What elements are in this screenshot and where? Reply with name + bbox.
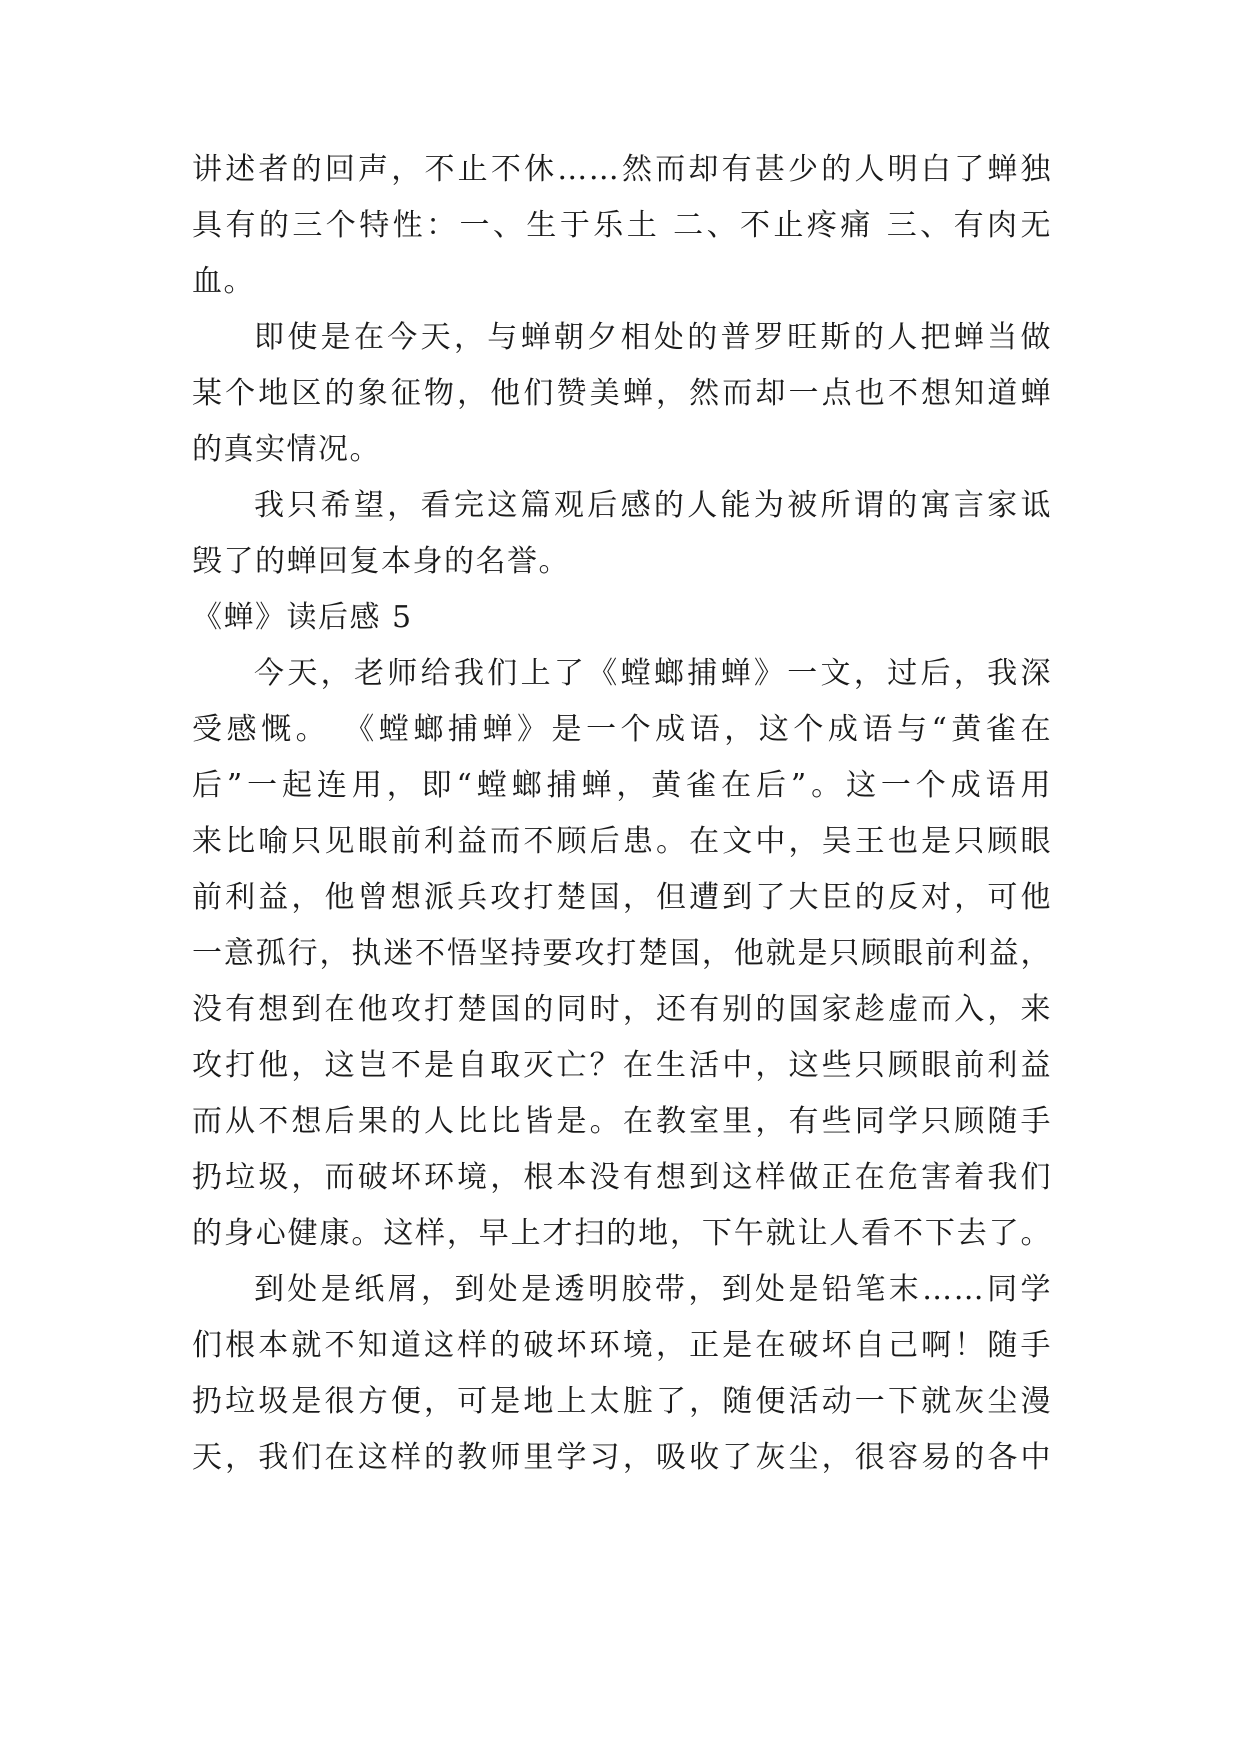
text-line: 的真实情况。 — [192, 432, 381, 467]
text-line: 讲述者的回声，不止不休……然而却有甚少的人明白了蝉独 — [192, 152, 1052, 187]
text-line: 来比喻只见眼前利益而不顾后患。在文中，吴王也是只顾眼 — [192, 824, 1052, 859]
text-line: 某个地区的象征物，他们赞美蝉，然而却一点也不想知道蝉 — [192, 376, 1052, 411]
text-line: 们根本就不知道这样的破坏环境，正是在破坏自己啊！随手 — [192, 1328, 1052, 1363]
text-line: 扔垃圾，而破坏环境，根本没有想到这样做正在危害着我们 — [192, 1160, 1052, 1195]
text-line: 天，我们在这样的教师里学习，吸收了灰尘，很容易的各中 — [192, 1440, 1052, 1475]
text-line: 而从不想后果的人比比皆是。在教室里，有些同学只顾随手 — [192, 1104, 1052, 1139]
text-line: 一意孤行，执迷不悟坚持要攻打楚国，他就是只顾眼前利益， — [192, 936, 1052, 971]
text-line: 血。 — [192, 264, 255, 299]
text-line: 的身心健康。这样，早上才扫的地，下午就让人看不下去了。 — [192, 1216, 1052, 1251]
text-line: 没有想到在他攻打楚国的同时，还有别的国家趁虚而入，来 — [192, 992, 1052, 1027]
text-line: 受感慨。 《螳螂捕蝉》是一个成语，这个成语与“黄雀在 — [192, 712, 1052, 747]
text-line: 今天，老师给我们上了《螳螂捕蝉》一文，过后，我深 — [254, 656, 1052, 691]
text-line: 毁了的蝉回复本身的名誉。 — [192, 544, 570, 579]
text-line: 到处是纸屑，到处是透明胶带，到处是铅笔末……同学 — [254, 1272, 1052, 1307]
text-line: 前利益，他曾想派兵攻打楚国，但遭到了大臣的反对，可他 — [192, 880, 1052, 915]
section-heading: 《蝉》读后感 5 — [192, 600, 413, 635]
text-line: 扔垃圾是很方便，可是地上太脏了，随便活动一下就灰尘漫 — [192, 1384, 1052, 1419]
text-line: 即使是在今天，与蝉朝夕相处的普罗旺斯的人把蝉当做 — [254, 320, 1052, 355]
text-line: 我只希望，看完这篇观后感的人能为被所谓的寓言家诋 — [254, 488, 1052, 523]
text-line: 具有的三个特性：一、生于乐土 二、不止疼痛 三、有肉无 — [192, 208, 1052, 243]
text-line: 攻打他，这岂不是自取灭亡？在生活中，这些只顾眼前利益 — [192, 1048, 1052, 1083]
text-line: 后”一起连用，即“螳螂捕蝉，黄雀在后”。这一个成语用 — [192, 768, 1052, 803]
